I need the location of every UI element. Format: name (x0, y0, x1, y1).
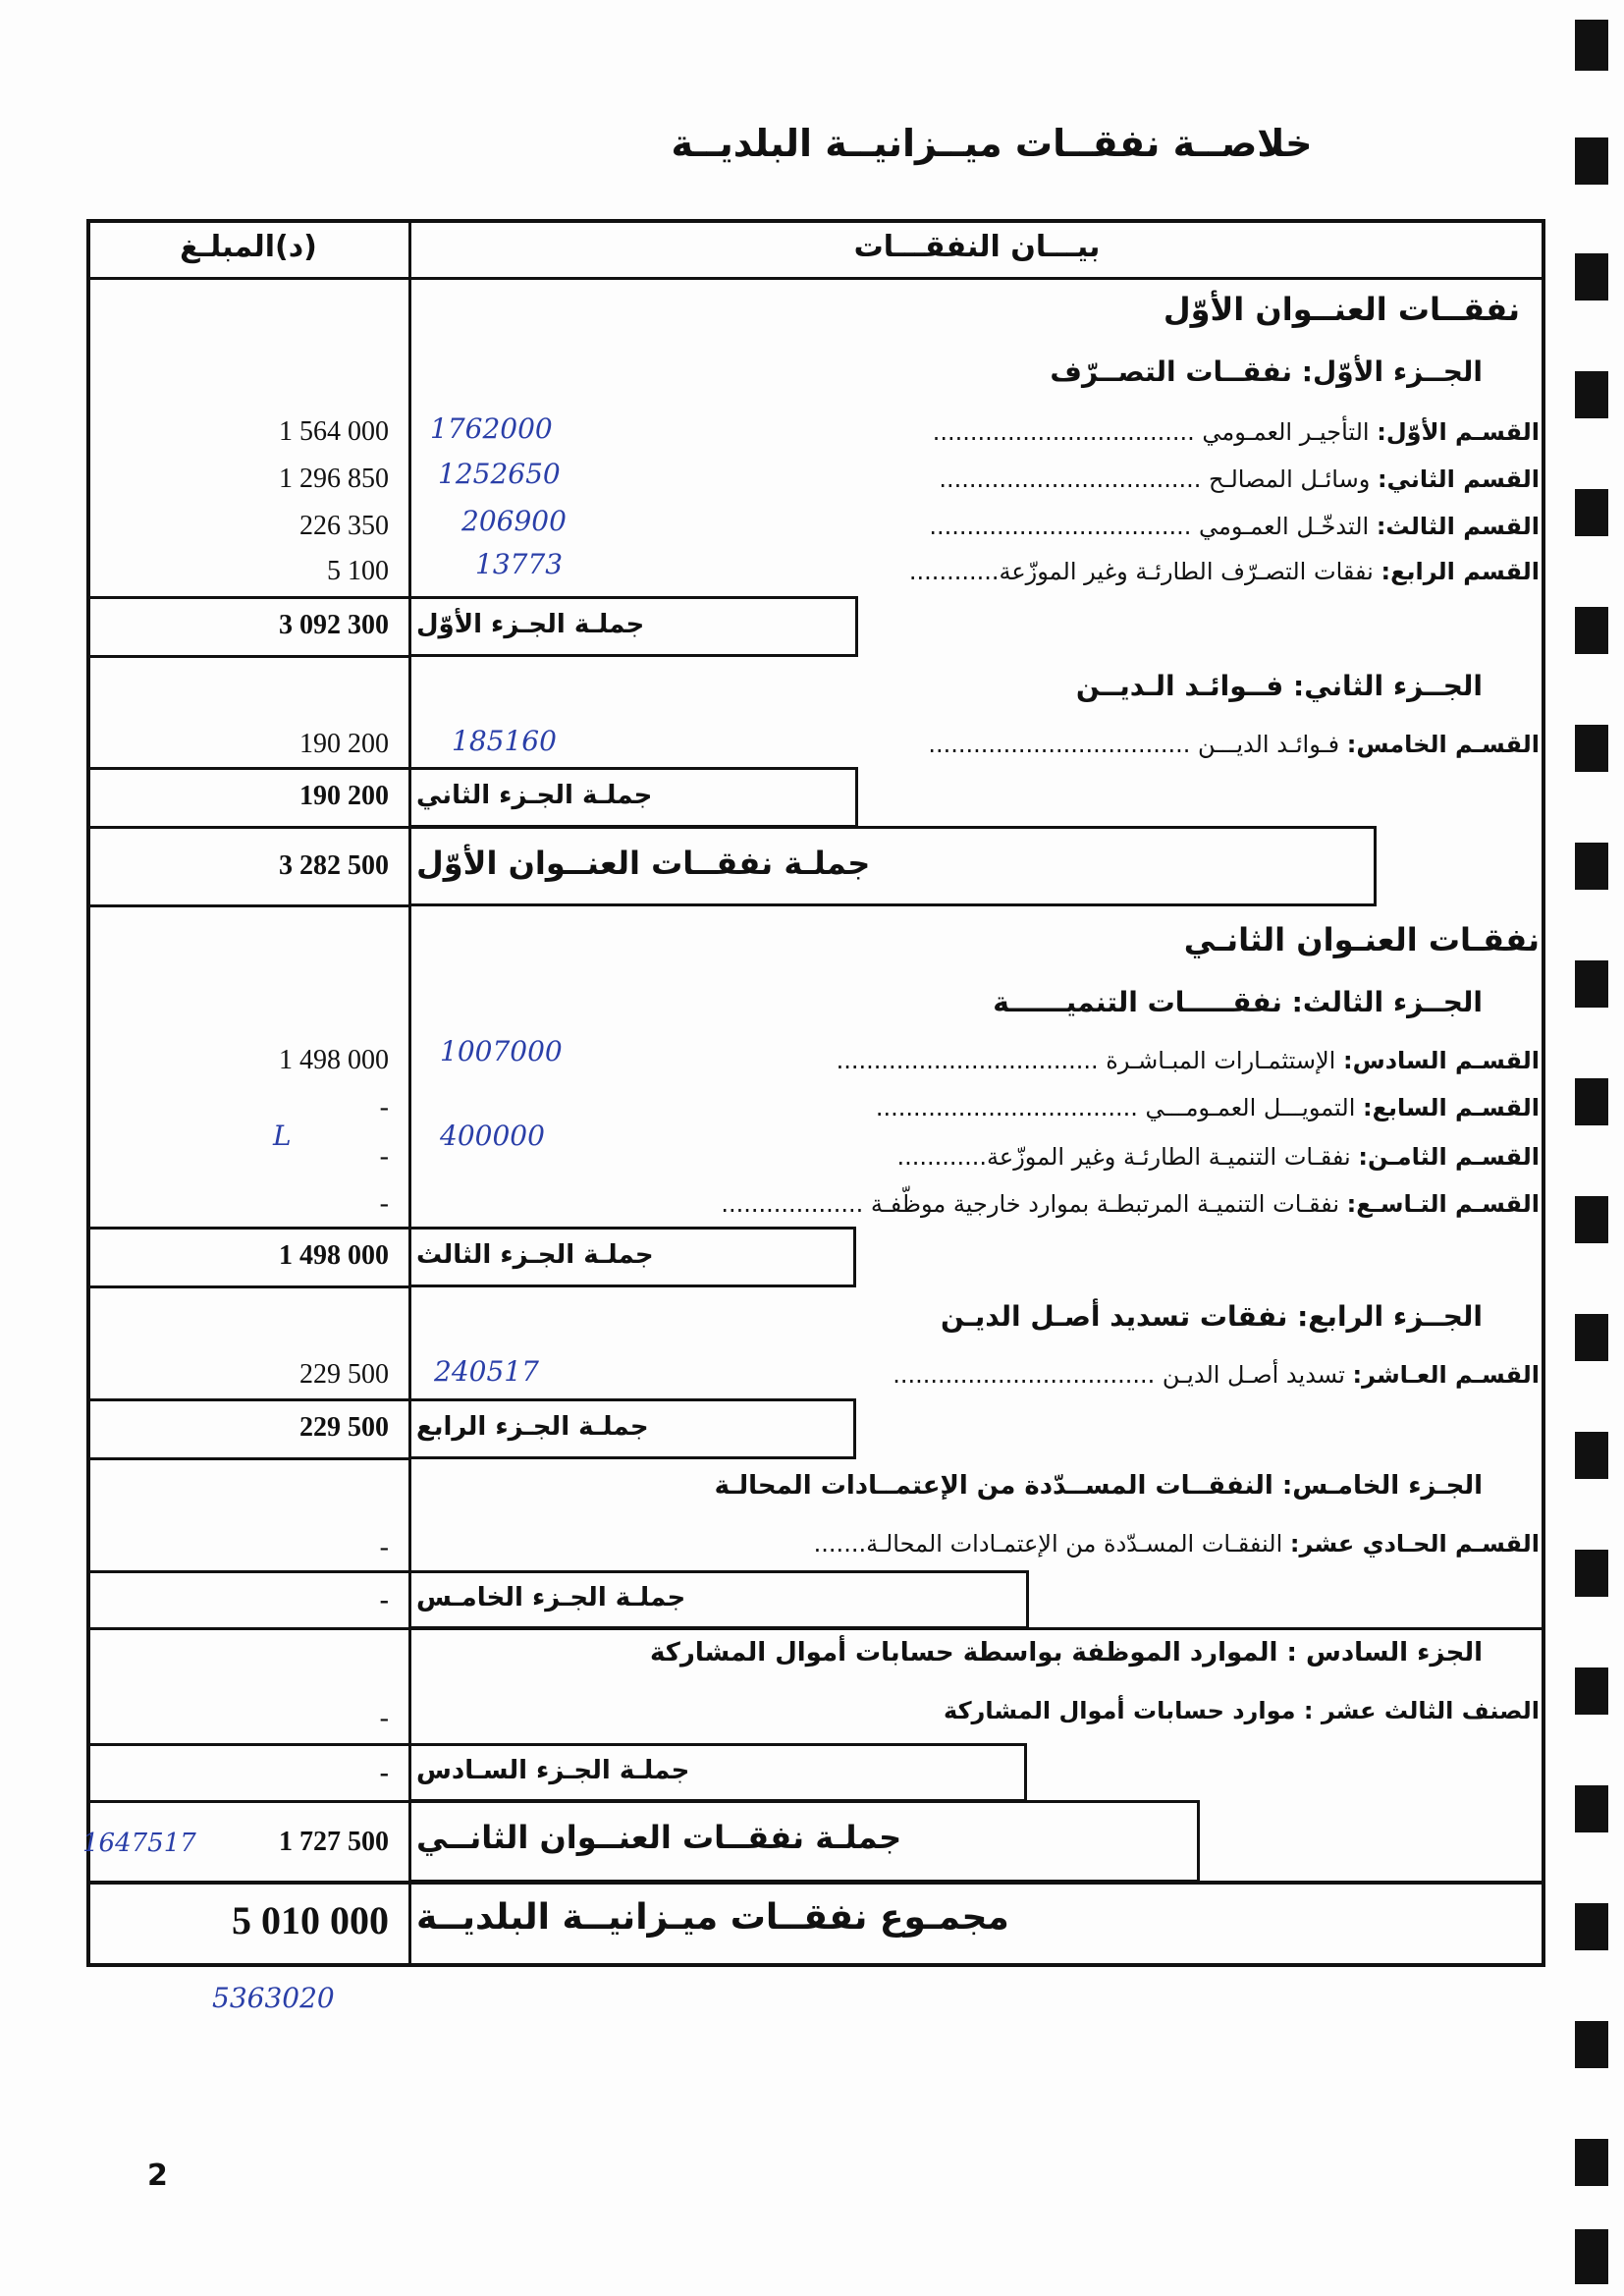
section7-amount: - (379, 1092, 389, 1122)
section6-amount: 1 498 000 (279, 1045, 389, 1075)
grand-total-amount: 5 010 000 (232, 1898, 389, 1942)
section7-handwritten: 400000 (440, 1120, 545, 1152)
section10-line: القسـم العـاشر: تسديد أصـل الديـن ................................... (893, 1361, 1540, 1389)
total-part6-label: جملـة الجـزء السـادس (416, 1756, 690, 1785)
title1-heading: نفقــات العنــوان الأوّل (1163, 291, 1520, 328)
section2-amount: 1 296 850 (279, 464, 389, 494)
total-part5-label: جملـة الجـزء الخامـس (416, 1583, 686, 1613)
section10-amount: 229 500 (299, 1359, 389, 1390)
section4-handwritten: 13773 (475, 548, 564, 580)
total-part4-label: جملـة الجـزء الرابع (416, 1412, 649, 1442)
total-title1-label: جملـة نفقــات العنــوان الأوّل (416, 845, 871, 882)
section11-line: القسـم الحـادي عشر: النفقـات المسـدّدة من الإعتمـادات المحالـة....... (813, 1530, 1540, 1558)
total-part2-label: جملـة الجـزء الثاني (416, 781, 653, 810)
part2-heading: الجــزء الثاني: فــوائـد الـديــن (1075, 670, 1483, 702)
part6-heading: الجزء السادس : الموارد الموظفة بواسطة حسابات أموال المشاركة (649, 1638, 1483, 1667)
part1-heading: الجــزء الأوّل: نفقــات التصــرّف (1050, 355, 1483, 388)
section3-handwritten: 206900 (461, 505, 567, 537)
section2-handwritten: 1252650 (438, 458, 561, 490)
part5-heading: الجـزء الخامـس: النفقــات المســدّدة من الإعتمــادات المحالـة (714, 1471, 1483, 1501)
part3-heading: الجــزء الثالث: نفقـــــات التنميــــــة (993, 986, 1483, 1018)
total-part3-label: جملـة الجـزء الثالث (416, 1240, 654, 1270)
section5-amount: 190 200 (299, 729, 389, 759)
section13-line: الصنف الثالث عشر : موارد حسابات أموال المشاركة (944, 1697, 1540, 1724)
total-title2-handwritten: 1647517 (82, 1829, 196, 1858)
section1-amount: 1 564 000 (279, 416, 389, 447)
total-part6-amount: - (379, 1758, 389, 1788)
section7-line: القسـم السابع: التمويـــل العمـومـــي ................................... (875, 1094, 1540, 1121)
header-description: بيـــان النفقـــات (853, 230, 1101, 264)
section6-line: القسـم السادس: الإستثمـارات المبـاشـرة ................................... (836, 1047, 1540, 1074)
total-title1-amount: 3 282 500 (279, 850, 389, 881)
section8-handwritten: L (273, 1120, 292, 1152)
section11-amount: - (379, 1532, 389, 1562)
section2-line: القسم الثاني: وسائـل المصالـح ................................... (939, 465, 1540, 493)
total-part1-amount: 3 092 300 (279, 610, 389, 640)
section5-handwritten: 185160 (452, 725, 557, 757)
part4-heading: الجــزء الرابع: نفقات تسديد أصـل الديـن (941, 1300, 1483, 1333)
section13-amount: - (379, 1703, 389, 1733)
total-title2-label: جملـة نفقــات العنــوان الثانــي (416, 1819, 902, 1856)
section4-line: القسم الرابع: نفقات التصـرّف الطارئـة وغير الموزّعة............ (908, 558, 1540, 585)
grand-total-label: مجمـوع نفقــات ميـزانيــة البلديــة (416, 1897, 1009, 1938)
total-part5-amount: - (379, 1585, 389, 1615)
section10-handwritten: 240517 (434, 1355, 539, 1388)
total-part1-label: جملـة الجـزء الأوّل (416, 610, 645, 639)
section6-handwritten: 1007000 (440, 1035, 563, 1067)
page-number: 2 (147, 2159, 168, 2193)
section4-amount: 5 100 (327, 556, 389, 586)
section9-amount: - (379, 1188, 389, 1219)
total-part4-amount: 229 500 (299, 1412, 389, 1443)
section5-line: القسـم الخامس: فـوائـد الديـــن ................................... (928, 731, 1540, 758)
header-amount: (د)المبلـغ (180, 230, 317, 264)
section9-line: القسـم التـاسـع: نفقـات التنميـة المرتبطـة بموارد خارجية موظّفـة ................... (721, 1190, 1540, 1218)
section1-handwritten: 1762000 (430, 412, 553, 445)
title2-heading: نفقـات العنـوان الثانـي (1183, 921, 1540, 958)
section3-line: القسم الثالث: التدخّـل العمـومي ................................... (929, 513, 1540, 540)
total-part2-amount: 190 200 (299, 781, 389, 811)
grand-total-handwritten: 5363020 (212, 1982, 335, 2014)
section3-amount: 226 350 (299, 511, 389, 541)
total-part3-amount: 1 498 000 (279, 1240, 389, 1271)
section8-line: القسـم الثامـن: نفقـات التنميـة الطارئـة وغير الموزّعة............ (896, 1143, 1540, 1171)
header-divider (86, 277, 1545, 280)
section8-amount: - (379, 1141, 389, 1172)
section1-line: القسـم الأوّل: التأجيـر العمـومي ................................... (932, 418, 1540, 446)
total-title2-amount: 1 727 500 (279, 1827, 389, 1857)
page-title: خلاصــة نفقــات ميــزانيــة البلديــة (671, 122, 1313, 165)
column-divider (408, 219, 411, 1967)
